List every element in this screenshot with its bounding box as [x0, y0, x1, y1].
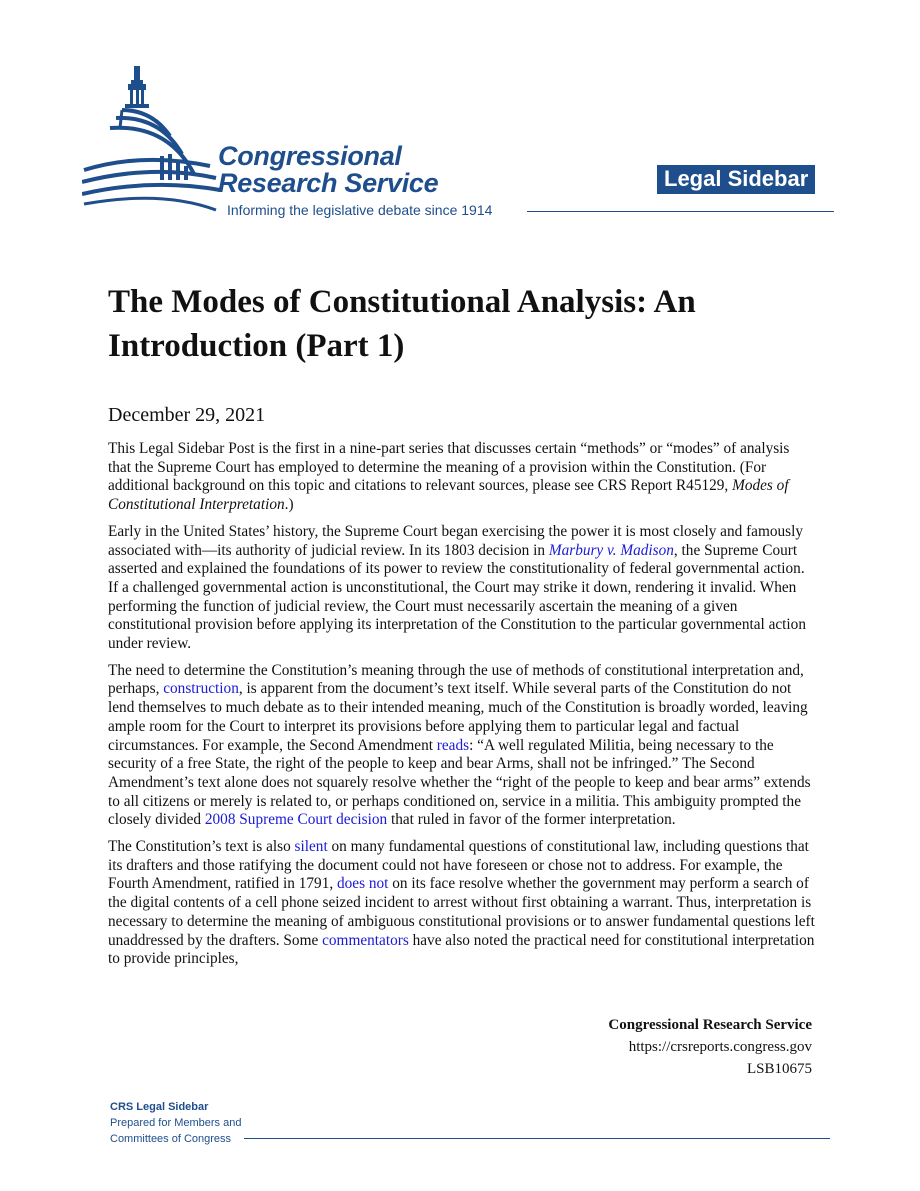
- document-body: [108, 440, 816, 977]
- header-rule: [527, 211, 834, 212]
- text-run: on its face resolve whether the government may perform a search of the digital contents of a cell phone seized incident to arrest without first obtaining a warrant. Thus, interpretation is necessary to determine the meaning of ambiguous constitutional provisions or to answer fundamental questions left unaddressed by the drafters. Some: [108, 875, 815, 949]
- publication-date: December 29, 2021: [108, 404, 266, 426]
- text-run: .): [284, 496, 294, 514]
- text-run: on many fundamental questions of constitutional law, including questions that its drafters and those ratifying the document could not have foreseen or chose not to address. For example, the Fourth Amendment, ratified in 1791,: [108, 838, 809, 893]
- text-run: that ruled in favor of the former interpretation.: [387, 811, 676, 829]
- silent-link[interactable]: silent: [294, 838, 328, 856]
- paragraph-3: [108, 662, 816, 830]
- text-run: Early in the United States’ history, the Supreme Court began exercising the power it is most closely and famously associated with—its authority of judicial review. In its 1803 decision in: [108, 522, 804, 559]
- text-run: : “A well regulated Militia, being necessary to the security of a free State, the right of the people to keep and bear Arms, shall not be infringed.” The Second Amendment’s text alone does not squarely resolve whether the “right of the people to keep and bear arms” extends to all citizens or merely is related to, or perhaps conditioned on, service in a militia. This ambiguity prompted the closely divided: [108, 736, 811, 829]
- paragraph-2: [108, 523, 816, 654]
- footer-committees-line: Committees of Congress: [110, 1133, 232, 1145]
- 2008-supreme-court-decision-link[interactable]: 2008 Supreme Court decision: [204, 811, 388, 829]
- reads-link[interactable]: reads: [436, 736, 470, 754]
- commentators-link[interactable]: commentators: [322, 931, 409, 949]
- text-run: The Constitution’s text is also: [108, 838, 295, 856]
- footer-url[interactable]: https://crsreports.congress.gov: [628, 1039, 812, 1055]
- footer-org-name: Congressional Research Service: [608, 1017, 812, 1033]
- text-run: This Legal Sidebar Post is the first in a nine-part series that discusses certain “methods” or “modes” of analysis that the Supreme Court has employed to determine the meaning of a provision within the Constitution. (For additional background on this topic and citations to relevant sources, please see CRS Report R45129,: [108, 440, 790, 495]
- construction-link[interactable]: construction: [163, 680, 239, 698]
- org-name: [218, 143, 438, 197]
- text-run: The need to determine the Constitution’s meaning through the use of methods of constitutional interpretation and, perhaps,: [108, 661, 804, 698]
- footer-org-block: [608, 1014, 812, 1080]
- org-tagline: Informing the legislative debate since 1914: [227, 202, 493, 218]
- marbury-v-madison-link[interactable]: Marbury v. Madison: [548, 541, 674, 559]
- legal-sidebar-badge: Legal Sidebar: [657, 165, 815, 194]
- org-name-line1: Congressional: [218, 141, 402, 171]
- report-title-italic: Modes of Constitutional Interpretation: [108, 477, 789, 514]
- document-title: The Modes of Constitutional Analysis: An Introduction (Part 1): [108, 284, 696, 364]
- text-run: have also noted the practical need for constitutional interpretation to provide principles,: [108, 931, 815, 968]
- text-run: , is apparent from the document’s text itself. While several parts of the Constitution do not lend themselves to much debate as to their intended meaning, much of the Constitution is broadly worded, leaving ample room for the Court to interpret its provisions before applying them to particular legal and factual circumstances. For example, the Second Amendment: [108, 680, 808, 754]
- paragraph-4: [108, 838, 816, 969]
- text-run: , the Supreme Court asserted and explained the foundations of its power to review the constitutionality of federal governmental action. If a challenged governmental action is unconstitutional, the Court may strike it down, rendering it invalid. When performing the function of judicial review, the Court must necessarily ascertain the meaning of a given constitutional provision before applying its interpretation of the Constitution to the particular governmental action under review.: [108, 541, 806, 653]
- paragraph-1: [108, 440, 816, 515]
- footer-report-id: LSB10675: [746, 1061, 812, 1077]
- does-not-link[interactable]: does not: [337, 875, 389, 893]
- footer-series-title: CRS Legal Sidebar: [110, 1101, 209, 1113]
- footer-series-block: [110, 1099, 241, 1147]
- footer-prepared-line: Prepared for Members and: [110, 1117, 242, 1129]
- footer-rule: [244, 1138, 830, 1139]
- org-name-line2: Research Service: [218, 168, 439, 198]
